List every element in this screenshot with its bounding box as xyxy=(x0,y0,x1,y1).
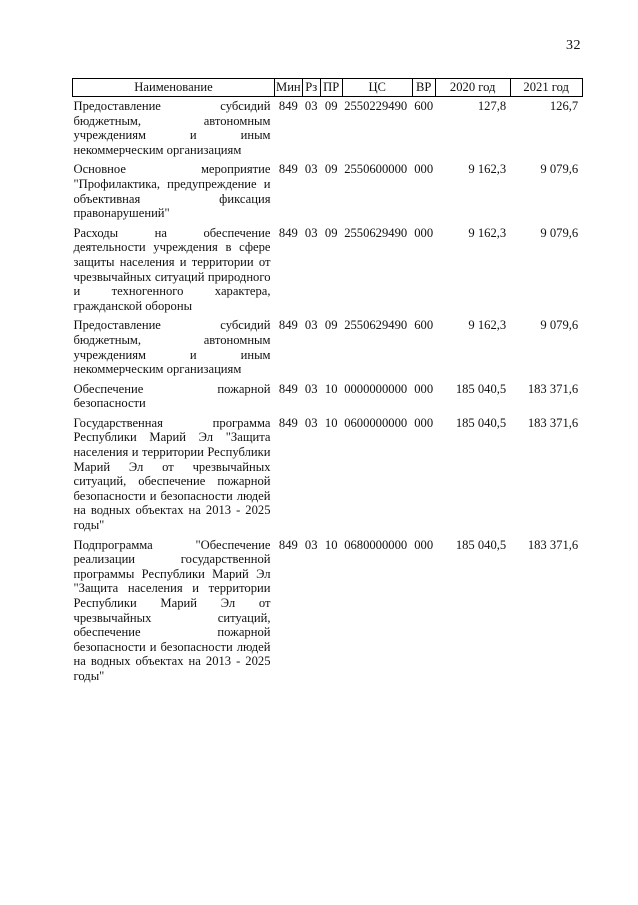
row-min: 849 xyxy=(278,99,298,113)
row-min: 849 xyxy=(278,381,298,396)
row-pr: 10 xyxy=(324,415,338,430)
header-rz: Рз xyxy=(302,79,320,97)
row-cs: 2550229490 xyxy=(344,99,408,113)
row-2021: 183 371,6 xyxy=(527,381,579,396)
header-2020: 2020 год xyxy=(435,79,510,97)
row-pr: 09 xyxy=(324,162,338,177)
row-2020: 185 040,5 xyxy=(455,537,507,552)
row-2020: 9 162,3 xyxy=(468,318,507,333)
row-vr: 600 xyxy=(414,318,434,333)
row-2020: 185 040,5 xyxy=(455,381,507,396)
header-pr: ПР xyxy=(320,79,342,97)
row-min: 849 xyxy=(278,318,298,333)
row-rz: 03 xyxy=(304,162,318,177)
row-name: Предоставление субсидий бюджетным, автономным учреждениям и иным некоммерческим организациям xyxy=(73,99,271,157)
row-name: Основное мероприятие "Профилактика, предупреждение и объективная фиксация правонарушений" xyxy=(73,162,271,221)
table-row xyxy=(73,224,583,317)
row-2020: 9 162,3 xyxy=(468,162,507,177)
budget-table xyxy=(72,78,583,687)
header-min: Мин xyxy=(275,79,303,97)
row-rz: 03 xyxy=(304,381,318,396)
row-pr: 09 xyxy=(324,318,338,333)
row-2021: 183 371,6 xyxy=(527,415,579,430)
row-rz: 03 xyxy=(304,99,318,113)
row-vr: 600 xyxy=(414,99,434,113)
row-vr: 000 xyxy=(414,537,434,552)
row-rz: 03 xyxy=(304,225,318,240)
row-cs: 0680000000 xyxy=(344,537,408,552)
header-vr: ВР xyxy=(412,79,435,97)
row-2021: 183 371,6 xyxy=(527,537,579,552)
row-vr: 000 xyxy=(414,162,434,177)
row-2020: 9 162,3 xyxy=(468,225,507,240)
row-name: Государственная программа Республики Марий Эл "Защита населения и территории Республики Марий Эл от чрезвычайных ситуаций, обеспечение пожарной безопасности и безопасности людей на водных объектах на 2013 - 2025 годы" xyxy=(73,415,271,533)
row-cs: 2550600000 xyxy=(344,162,408,177)
table-row xyxy=(73,97,583,161)
row-vr: 000 xyxy=(414,225,434,240)
row-2020: 127,8 xyxy=(477,99,507,113)
row-2021: 9 079,6 xyxy=(540,162,579,177)
row-pr: 09 xyxy=(324,225,338,240)
row-cs: 2550629490 xyxy=(344,318,408,333)
row-pr: 10 xyxy=(324,381,338,396)
row-name: Подпрограмма "Обеспечение реализации государственной программы Республики Марий Эл "Защита населения и территории Республики Марий Эл от чрезвычайных ситуаций, обеспечение пожарной безопасности и безопасности людей на водных объектах на 2013 - 2025 годы" xyxy=(73,537,271,683)
row-name: Обеспечение пожарной безопасности xyxy=(73,381,271,411)
row-vr: 000 xyxy=(414,415,434,430)
header-2021: 2021 год xyxy=(510,79,582,97)
header-name: Наименование xyxy=(73,79,275,97)
row-name: Расходы на обеспечение деятельности учреждения в сфере защиты населения и территории от чрезвычайных ситуаций природного и техногенного характера, гражданской обороны xyxy=(73,225,271,313)
row-2021: 9 079,6 xyxy=(540,225,579,240)
header-cs: ЦС xyxy=(342,79,412,97)
row-2021: 9 079,6 xyxy=(540,318,579,333)
table-row xyxy=(73,380,583,414)
row-cs: 0000000000 xyxy=(344,381,408,396)
table-row xyxy=(73,160,583,223)
row-2020: 185 040,5 xyxy=(455,415,507,430)
row-rz: 03 xyxy=(304,415,318,430)
row-min: 849 xyxy=(278,415,298,430)
table-row xyxy=(73,536,583,687)
row-vr: 000 xyxy=(414,381,434,396)
row-pr: 09 xyxy=(324,99,338,113)
table-header xyxy=(73,79,583,97)
table-row xyxy=(73,414,583,536)
row-rz: 03 xyxy=(304,318,318,333)
row-min: 849 xyxy=(278,162,298,177)
page-number: 32 xyxy=(566,38,581,53)
row-2021: 126,7 xyxy=(549,99,579,113)
row-min: 849 xyxy=(278,537,298,552)
row-min: 849 xyxy=(278,225,298,240)
table-row xyxy=(73,316,583,379)
row-pr: 10 xyxy=(324,537,338,552)
row-name: Предоставление субсидий бюджетным, автономным учреждениям и иным некоммерческим организациям xyxy=(73,318,271,377)
row-rz: 03 xyxy=(304,537,318,552)
row-cs: 2550629490 xyxy=(344,225,408,240)
row-cs: 0600000000 xyxy=(344,415,408,430)
